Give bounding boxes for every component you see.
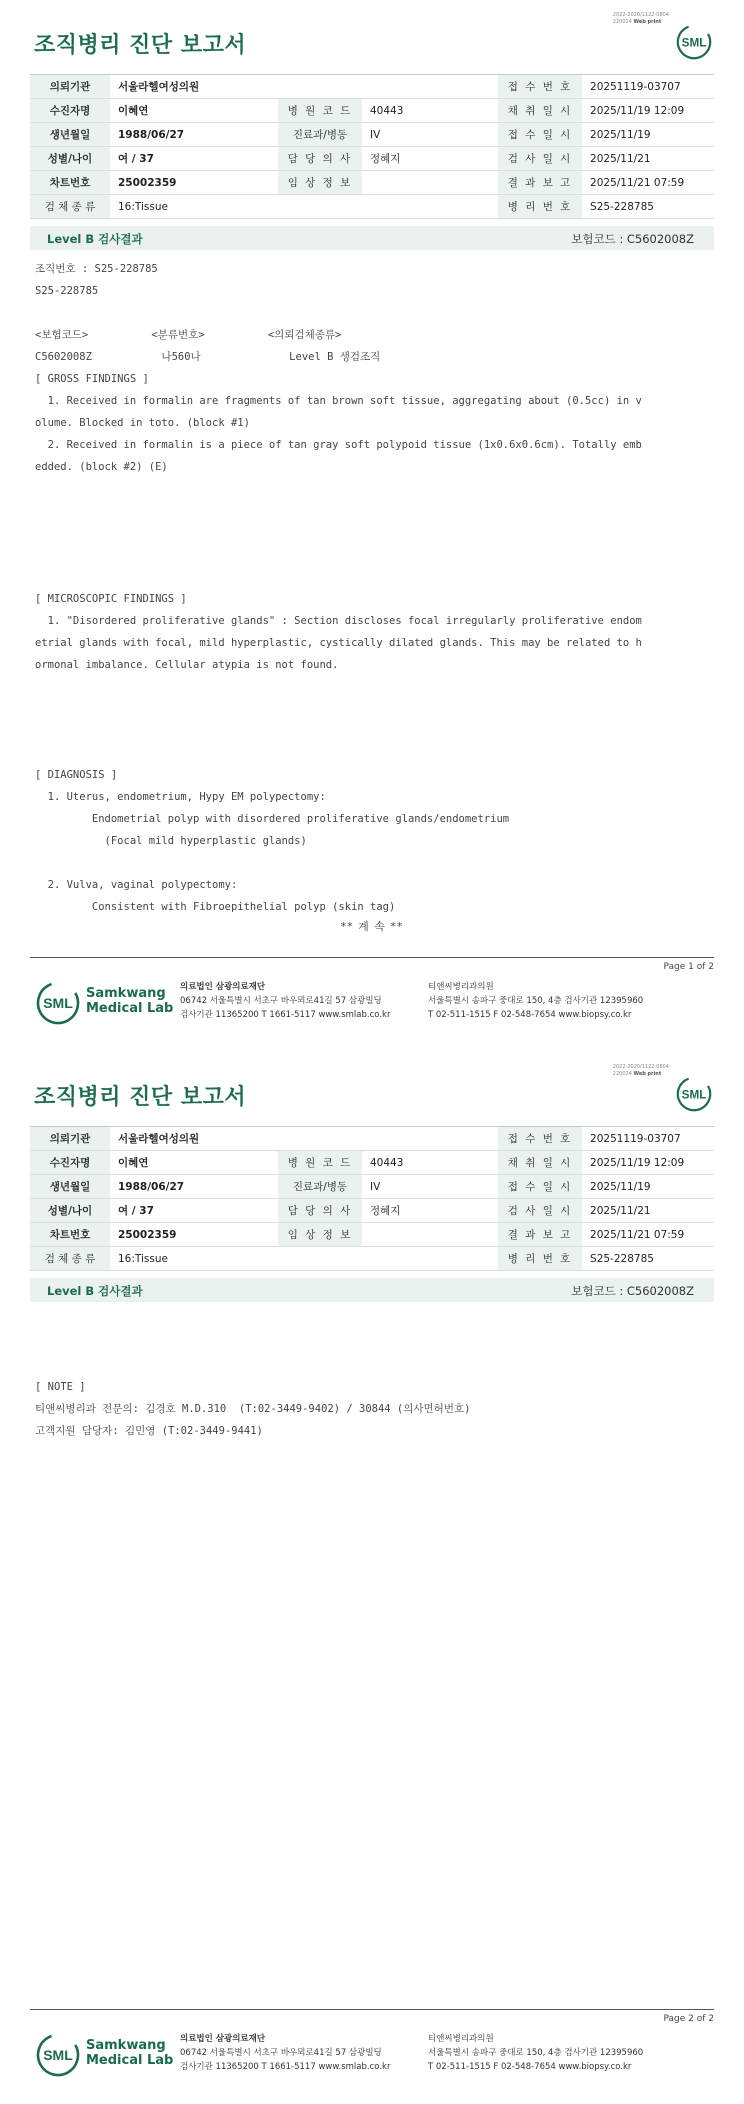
footer-brand: Samkwang Medical Lab bbox=[86, 986, 174, 1016]
value-requesting-institution: 서울라헬여성의원 bbox=[110, 1127, 498, 1151]
label-receipt-date: 접 수 일 시 bbox=[498, 1175, 582, 1199]
value-receipt-number: 20251119-03707 bbox=[582, 1127, 714, 1151]
sml-logo-icon bbox=[676, 1076, 712, 1112]
page-number: Page 1 of 2 bbox=[663, 962, 714, 972]
value-physician: 정혜지 bbox=[362, 1199, 498, 1223]
info-row bbox=[30, 1223, 714, 1247]
value-patient-name: 이혜연 bbox=[110, 99, 278, 123]
value-department: IV bbox=[362, 123, 498, 147]
report-line bbox=[35, 720, 685, 742]
label-result-report: 결 과 보 고 bbox=[498, 171, 582, 195]
value-clinical-info bbox=[362, 1223, 498, 1247]
report-line: C5602008Z 나560나 Level B 생검조직 bbox=[35, 351, 381, 363]
continued-marker: ** 계 속 ** bbox=[340, 920, 404, 933]
value-physician: 정혜지 bbox=[362, 147, 498, 171]
report-line bbox=[35, 676, 685, 698]
value-receipt-number: 20251119-03707 bbox=[582, 75, 714, 99]
footer-address-sml: 의료법인 삼광의료재단 06742 서울특별시 서초구 바우뫼로41길 57 삼광빌딩 검사기관 11365200 T 1661-5117 www.smlab.co.kr bbox=[180, 2034, 391, 2072]
report-line bbox=[35, 852, 685, 874]
value-result-report: 2025/11/21 07:59 bbox=[582, 171, 714, 195]
value-chart-number: 25002359 bbox=[110, 1223, 278, 1247]
info-row bbox=[30, 171, 714, 195]
report-line bbox=[35, 522, 685, 544]
report-line: (Focal mild hyperplastic glands) bbox=[35, 835, 307, 847]
report-title: 조직병리 진단 보고서 bbox=[34, 33, 247, 58]
value-pathology-number: S25-228785 bbox=[582, 1247, 714, 1271]
label-department: 진료과/병동 bbox=[278, 1175, 362, 1199]
level-title: Level B 검사결과 bbox=[47, 232, 143, 246]
label-specimen-type: 검 체 종 류 bbox=[30, 195, 110, 219]
label-patient-name: 수진자명 bbox=[30, 1151, 110, 1175]
label-department: 진료과/병동 bbox=[278, 123, 362, 147]
info-row bbox=[30, 147, 714, 171]
label-requesting-institution: 의뢰기관 bbox=[30, 75, 110, 99]
value-collection-date: 2025/11/19 12:09 bbox=[582, 99, 714, 123]
value-requesting-institution: 서울라헬여성의원 bbox=[110, 75, 498, 99]
report-line: 1. "Disordered proliferative glands" : Section discloses focal irregularly proliferative endom bbox=[35, 615, 642, 627]
label-receipt-number: 접 수 번 호 bbox=[498, 75, 582, 99]
label-collection-date: 채 취 일 시 bbox=[498, 1151, 582, 1175]
label-physician: 담 당 의 사 bbox=[278, 1199, 362, 1223]
label-patient-name: 수진자명 bbox=[30, 99, 110, 123]
report-line: 2. Received in formalin is a piece of tan gray soft polypoid tissue (1x0.6x0.6cm). Totally emb bbox=[35, 439, 642, 451]
footer-address-tnc: 티앤씨병리과의원 서울특별시 송파구 중대로 150, 4층 검사기관 12395960 T 02-511-1515 F 02-548-7654 www.biopsy.co.kr bbox=[428, 2034, 644, 2072]
label-chart-number: 차트번호 bbox=[30, 171, 110, 195]
footer-divider bbox=[30, 2009, 714, 2010]
sml-logo-icon bbox=[676, 24, 712, 60]
label-sex-age: 성별/나이 bbox=[30, 1199, 110, 1223]
report-title: 조직병리 진단 보고서 bbox=[34, 1085, 247, 1110]
value-pathology-number: S25-228785 bbox=[582, 195, 714, 219]
label-specimen-type: 검 체 종 류 bbox=[30, 1247, 110, 1271]
insurance-code: 보험코드 : C5602008Z bbox=[571, 1284, 694, 1298]
report-line bbox=[35, 478, 685, 500]
report-line bbox=[35, 1332, 685, 1354]
label-physician: 담 당 의 사 bbox=[278, 147, 362, 171]
svg-text:SML: SML bbox=[43, 995, 73, 1011]
label-collection-date: 채 취 일 시 bbox=[498, 99, 582, 123]
report-line: [ GROSS FINDINGS ] bbox=[35, 373, 149, 385]
report-line: etrial glands with focal, mild hyperplastic, cystically dilated glands. This may be related to h bbox=[35, 637, 642, 649]
sml-footer-logo-icon bbox=[36, 981, 80, 1025]
footer-address-sml: 의료법인 삼광의료재단 06742 서울특별시 서초구 바우뫼로41길 57 삼광빌딩 검사기관 11365200 T 1661-5117 www.smlab.co.kr bbox=[180, 982, 391, 1020]
level-title: Level B 검사결과 bbox=[47, 1284, 143, 1298]
info-row bbox=[30, 1247, 714, 1271]
value-birth-date: 1988/06/27 bbox=[110, 1175, 278, 1199]
insurance-code: 보험코드 : C5602008Z bbox=[571, 232, 694, 246]
patient-info-table bbox=[30, 74, 714, 219]
label-requesting-institution: 의뢰기관 bbox=[30, 1127, 110, 1151]
print-meta: 2022-2020/1122-0804 220024 Web print bbox=[612, 12, 669, 25]
report-line bbox=[35, 742, 685, 764]
report-page-2 bbox=[0, 1052, 744, 2104]
footer-divider bbox=[30, 957, 714, 958]
svg-text:SML: SML bbox=[681, 1088, 707, 1102]
report-line: [ NOTE ] bbox=[35, 1381, 86, 1393]
result-level-bar bbox=[30, 1278, 714, 1302]
info-row bbox=[30, 1151, 714, 1175]
value-department: IV bbox=[362, 1175, 498, 1199]
print-meta: 2022-2020/1122-0804 220024 Web print bbox=[612, 1064, 669, 1077]
label-receipt-date: 접 수 일 시 bbox=[498, 123, 582, 147]
report-line bbox=[35, 500, 685, 522]
report-line: edded. (block #2) (E) bbox=[35, 461, 168, 473]
label-test-date: 검 사 일 시 bbox=[498, 1199, 582, 1223]
value-chart-number: 25002359 bbox=[110, 171, 278, 195]
label-clinical-info: 임 상 정 보 bbox=[278, 171, 362, 195]
info-row bbox=[30, 1175, 714, 1199]
label-hospital-code: 병 원 코 드 bbox=[278, 1151, 362, 1175]
value-test-date: 2025/11/21 bbox=[582, 1199, 714, 1223]
report-line: 조직번호 : S25-228785 bbox=[35, 263, 158, 275]
label-birth-date: 생년월일 bbox=[30, 123, 110, 147]
page-number: Page 2 of 2 bbox=[663, 2014, 714, 2024]
sml-footer-logo-icon bbox=[36, 2033, 80, 2077]
info-row bbox=[30, 1199, 714, 1223]
report-line: S25-228785 bbox=[35, 285, 99, 297]
label-pathology-number: 병 리 번 호 bbox=[498, 195, 582, 219]
report-line: Consistent with Fibroepithelial polyp (skin tag) bbox=[35, 901, 396, 913]
result-level-bar bbox=[30, 226, 714, 250]
info-row bbox=[30, 123, 714, 147]
label-sex-age: 성별/나이 bbox=[30, 147, 110, 171]
report-line bbox=[35, 302, 685, 324]
value-birth-date: 1988/06/27 bbox=[110, 123, 278, 147]
report-line: olume. Blocked in toto. (block #1) bbox=[35, 417, 250, 429]
report-line bbox=[35, 1354, 685, 1376]
value-patient-name: 이혜연 bbox=[110, 1151, 278, 1175]
info-row bbox=[30, 195, 714, 219]
label-receipt-number: 접 수 번 호 bbox=[498, 1127, 582, 1151]
value-sex-age: 여 / 37 bbox=[110, 1199, 278, 1223]
report-line: 2. Vulva, vaginal polypectomy: bbox=[35, 879, 238, 891]
report-line: <보험코드> <분류번호> <의뢰검체종류> bbox=[35, 329, 342, 341]
label-result-report: 결 과 보 고 bbox=[498, 1223, 582, 1247]
report-line: 고객지원 담당자: 김민영 (T:02-3449-9441) bbox=[35, 1425, 263, 1437]
report-line: Endometrial polyp with disordered proliferative glands/endometrium bbox=[35, 813, 510, 825]
info-row bbox=[30, 99, 714, 123]
label-hospital-code: 병 원 코 드 bbox=[278, 99, 362, 123]
value-specimen-type: 16:Tissue bbox=[110, 1247, 498, 1271]
report-line: [ DIAGNOSIS ] bbox=[35, 769, 118, 781]
value-receipt-date: 2025/11/19 bbox=[582, 1175, 714, 1199]
label-birth-date: 생년월일 bbox=[30, 1175, 110, 1199]
value-receipt-date: 2025/11/19 bbox=[582, 123, 714, 147]
value-hospital-code: 40443 bbox=[362, 99, 498, 123]
footer-brand: Samkwang Medical Lab bbox=[86, 2038, 174, 2068]
label-test-date: 검 사 일 시 bbox=[498, 147, 582, 171]
footer-address-tnc: 티앤씨병리과의원 서울특별시 송파구 중대로 150, 4층 검사기관 12395960 T 02-511-1515 F 02-548-7654 www.biopsy.co.kr bbox=[428, 982, 644, 1020]
value-collection-date: 2025/11/19 12:09 bbox=[582, 1151, 714, 1175]
report-line: 1. Uterus, endometrium, Hypy EM polypectomy: bbox=[35, 791, 326, 803]
label-pathology-number: 병 리 번 호 bbox=[498, 1247, 582, 1271]
svg-text:SML: SML bbox=[681, 36, 707, 50]
value-specimen-type: 16:Tissue bbox=[110, 195, 498, 219]
label-chart-number: 차트번호 bbox=[30, 1223, 110, 1247]
svg-text:SML: SML bbox=[43, 2047, 73, 2063]
report-body bbox=[35, 1310, 685, 1442]
report-line bbox=[35, 544, 685, 566]
report-line bbox=[35, 698, 685, 720]
report-body bbox=[35, 258, 685, 918]
patient-info-table bbox=[30, 1126, 714, 1271]
value-result-report: 2025/11/21 07:59 bbox=[582, 1223, 714, 1247]
label-clinical-info: 임 상 정 보 bbox=[278, 1223, 362, 1247]
report-line bbox=[35, 1310, 685, 1332]
report-line: 티앤씨병리과 전문의: 김경호 M.D.310 (T:02-3449-9402) / 30844 (의사면허번호) bbox=[35, 1403, 471, 1415]
value-sex-age: 여 / 37 bbox=[110, 147, 278, 171]
report-line: 1. Received in formalin are fragments of tan brown soft tissue, aggregating about (0.5cc) in v bbox=[35, 395, 642, 407]
value-clinical-info bbox=[362, 171, 498, 195]
report-line: [ MICROSCOPIC FINDINGS ] bbox=[35, 593, 187, 605]
info-row bbox=[30, 75, 714, 99]
value-test-date: 2025/11/21 bbox=[582, 147, 714, 171]
info-row bbox=[30, 1127, 714, 1151]
report-line: ormonal imbalance. Cellular atypia is not found. bbox=[35, 659, 339, 671]
value-hospital-code: 40443 bbox=[362, 1151, 498, 1175]
report-line bbox=[35, 566, 685, 588]
